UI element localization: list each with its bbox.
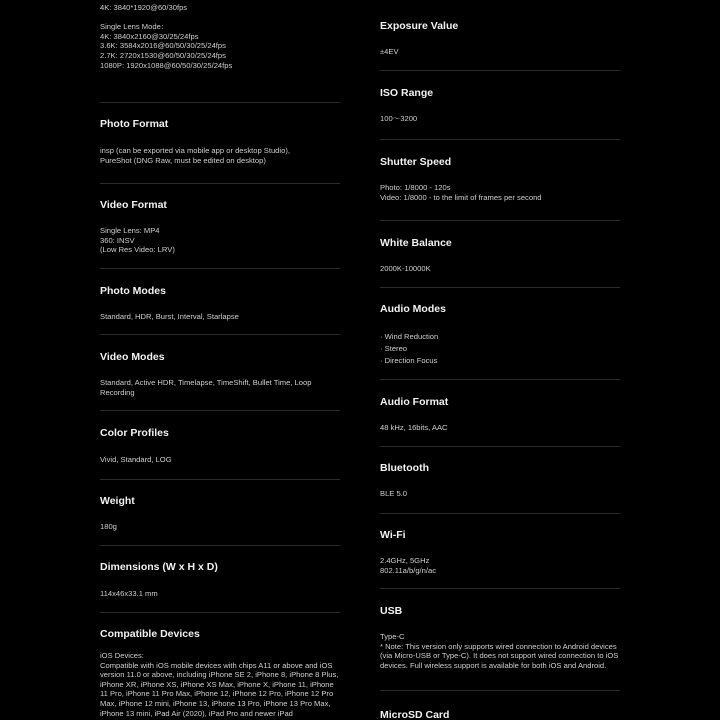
- exposure-value-body: [380, 47, 620, 57]
- iso-range-heading: ISO Range: [380, 87, 434, 99]
- audio-modes-body: [380, 331, 620, 367]
- section-divider: [380, 287, 620, 288]
- video-format-body: [100, 226, 340, 255]
- spec-line: 180g: [100, 522, 117, 531]
- section-divider: [380, 139, 620, 140]
- spec-line: Single Lens Mode：: [100, 22, 169, 32]
- exposure-value-heading: Exposure Value: [380, 20, 459, 32]
- spec-line: (Low Res Video: LRV): [100, 245, 175, 255]
- spec-line: 100～3200: [380, 114, 418, 123]
- video-format-heading: Video Format: [100, 199, 167, 211]
- wifi-body: [380, 556, 620, 575]
- spec-line: iOS Devices:: [100, 651, 144, 660]
- color-profiles-body: [100, 455, 340, 465]
- wifi-heading: Wi-Fi: [380, 529, 406, 541]
- spec-line: Standard, HDR, Burst, Interval, Starlapse: [100, 312, 239, 321]
- spec-line: [100, 13, 340, 23]
- dimensions-heading: Dimensions (W x H x D): [100, 561, 218, 573]
- dimensions-body: [100, 589, 340, 599]
- microsd-card-heading: MicroSD Card: [380, 709, 450, 720]
- spec-line: Compatible with iOS mobile devices with chips A11 or above and iOS version 11.0 or above, including iPhone SE 2, iPhone 8, iPhone 8 Plus, iPhone XR, iPhone XS, iPhone XS Max, iPhone X, iPhone 11, iPhone 11 Pro, iPhone 11 Pro Max, iPhone 12, iPhone 12 Pro, iPhone 12 Pro Max, iPhone 12 mini, iPhone 13, iPhone 13 Pro, iPhone 13 Pro Max, iPhone 13 mini, iPad Air (2020), iPad Pro and newer iPad: [100, 660, 339, 718]
- spec-line: Vivid, Standard, LOG: [100, 455, 172, 464]
- spec-line: Type-C: [380, 632, 405, 641]
- spec-line: Standard, Active HDR, Timelapse, TimeShift, Bullet Time, Loop Recording: [100, 378, 312, 397]
- section-divider: [380, 446, 620, 447]
- spec-line: 4K: 3840x2160@30/25/24fps: [100, 31, 199, 41]
- video-modes-heading: Video Modes: [100, 351, 165, 363]
- bluetooth-body: [380, 489, 620, 499]
- spec-line: ±4EV: [380, 47, 399, 56]
- spec-line: * Note: This version only supports wired connection to Android devices (via Micro-USB or Type-C). It does not support wired connection to iOS devices. Full wireless support is available for both iOS and Android.: [380, 641, 619, 670]
- photo-modes-body: [100, 312, 340, 322]
- usb-heading: USB: [380, 605, 403, 617]
- spec-line: · Stereo: [380, 344, 408, 353]
- white-balance-heading: White Balance: [380, 237, 452, 249]
- shutter-speed-heading: Shutter Speed: [380, 156, 452, 168]
- section-divider: [380, 588, 620, 589]
- spec-line: 48 kHz, 16bits, AAC: [380, 423, 448, 432]
- spec-line: 2.7K: 2720x1530@60/50/30/25/24fps: [100, 50, 226, 60]
- spec-line: insp (can be exported via mobile app or desktop Studio),: [100, 146, 290, 155]
- video-resolution-body: [100, 3, 340, 70]
- weight-heading: Weight: [100, 495, 135, 507]
- section-divider: [380, 70, 620, 71]
- section-divider: [380, 513, 620, 514]
- compatible-devices-heading: Compatible Devices: [100, 628, 200, 640]
- photo-format-heading: Photo Format: [100, 118, 169, 130]
- shutter-speed-body: [380, 183, 620, 202]
- photo-modes-heading: Photo Modes: [100, 285, 166, 297]
- spec-line: · Direction Focus: [380, 356, 438, 365]
- spec-line: 2000K-10000K: [380, 264, 431, 273]
- audio-format-heading: Audio Format: [380, 396, 449, 408]
- section-divider: [380, 220, 620, 221]
- usb-body: [380, 632, 620, 670]
- spec-line: 3.6K: 3584x2016@60/50/30/25/24fps: [100, 41, 226, 51]
- spec-line: 114x46x33.1 mm: [100, 589, 158, 598]
- section-divider: [380, 690, 620, 691]
- color-profiles-heading: Color Profiles: [100, 427, 169, 439]
- weight-body: [100, 522, 340, 532]
- spec-line: Video: 1/8000 - to the limit of frames per second: [380, 192, 542, 202]
- spec-line: 360: INSV: [100, 235, 135, 245]
- photo-format-body: [100, 146, 340, 165]
- bluetooth-heading: Bluetooth: [380, 462, 429, 474]
- section-divider: [380, 379, 620, 380]
- spec-line: 2.4GHz, 5GHz: [380, 556, 430, 565]
- video-modes-body: [100, 378, 340, 397]
- compatible-devices-body: [100, 651, 340, 718]
- audio-modes-heading: Audio Modes: [380, 303, 446, 315]
- white-balance-body: [380, 264, 620, 274]
- spec-line: 4K: 3840*1920@60/30fps: [100, 3, 188, 12]
- section-divider: [100, 479, 340, 480]
- spec-line: Single Lens: MP4: [100, 226, 160, 235]
- spec-line: BLE 5.0: [380, 489, 408, 498]
- iso-range-body: [380, 114, 620, 124]
- spec-line: Photo: 1/8000 - 120s: [380, 183, 451, 192]
- section-divider: [100, 334, 340, 335]
- audio-format-body: [380, 423, 620, 433]
- section-divider: [100, 410, 340, 411]
- spec-line: · Wind Reduction: [380, 332, 439, 341]
- spec-line: PureShot (DNG Raw, must be edited on desktop): [100, 155, 266, 165]
- spec-line: 802.11a/b/g/n/ac: [380, 565, 437, 575]
- section-divider: [100, 612, 340, 613]
- section-divider: [100, 102, 340, 103]
- section-divider: [100, 545, 340, 546]
- section-divider: [100, 268, 340, 269]
- spec-line: 1080P: 1920x1088@60/50/30/25/24fps: [100, 60, 233, 70]
- section-divider: [100, 183, 340, 184]
